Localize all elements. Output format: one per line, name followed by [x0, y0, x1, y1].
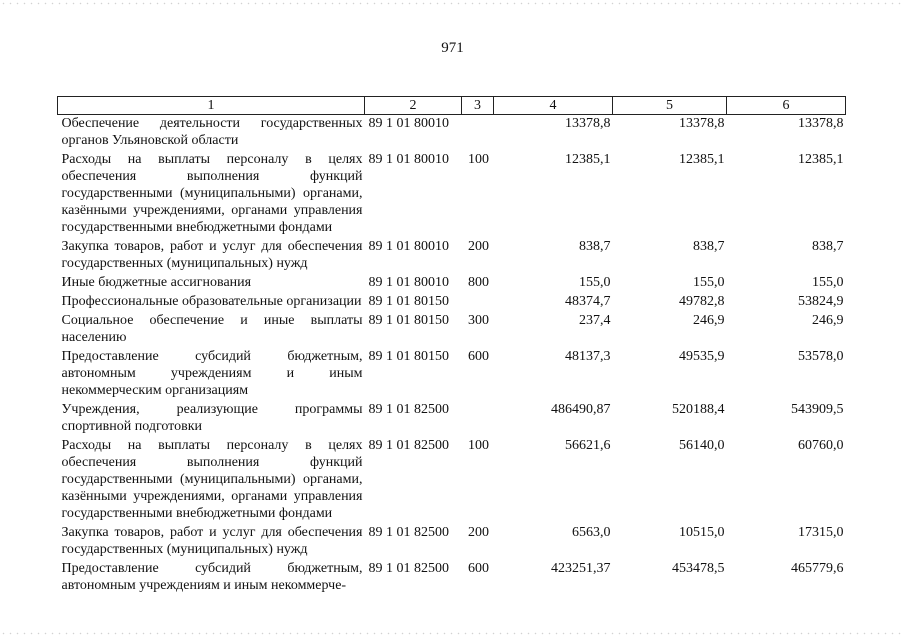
row-value-5: 453478,5 — [672, 561, 725, 576]
row-value-4: 48137,3 — [565, 349, 611, 364]
table-row — [58, 293, 846, 312]
table-row — [58, 274, 846, 293]
row-name: Профессиональные образовательные организации — [61, 294, 362, 309]
row-value-6: 155,0 — [812, 275, 844, 290]
row-value-5: 56140,0 — [679, 438, 725, 453]
row-name: Расходы на выплаты персоналу в целях обеспечения выполнения функций государственными (муниципальными) органами, казёнными учреждениями, органами управления государственными внебюджетными фондами — [61, 152, 363, 235]
table-row — [58, 524, 846, 560]
row-value-6: 12385,1 — [798, 152, 844, 167]
row-type — [462, 401, 494, 437]
row-value-4: 423251,37 — [551, 561, 611, 576]
table-row — [58, 151, 846, 238]
row-type — [462, 293, 494, 312]
row-value-4: 486490,87 — [551, 402, 611, 417]
row-value-6: 13378,8 — [798, 116, 844, 131]
column-header-4: 4 — [494, 97, 613, 115]
row-type: 800 — [468, 275, 489, 290]
row-value-4: 56621,6 — [565, 438, 611, 453]
row-name: Предоставление субсидий бюджетным, автономным учреждениям и иным некоммерческим организациям — [61, 349, 363, 398]
row-code: 89 1 01 82500 — [368, 525, 449, 540]
row-value-5: 49782,8 — [679, 294, 725, 309]
row-value-5: 10515,0 — [679, 525, 725, 540]
row-value-6: 17315,0 — [798, 525, 844, 540]
row-value-4: 48374,7 — [565, 294, 611, 309]
column-header-6: 6 — [727, 97, 846, 115]
column-header-1: 1 — [58, 97, 365, 115]
row-value-5: 155,0 — [693, 275, 725, 290]
row-code: 89 1 01 80010 — [368, 239, 449, 254]
row-type — [462, 115, 494, 152]
row-name: Закупка товаров, работ и услуг для обеспечения государственных (муниципальных) нужд — [61, 525, 363, 557]
page-number: 971 — [441, 40, 464, 56]
row-value-4: 13378,8 — [565, 116, 611, 131]
row-value-5: 13378,8 — [679, 116, 725, 131]
row-name: Закупка товаров, работ и услуг для обеспечения государственных (муниципальных) нужд — [61, 239, 363, 271]
row-value-6: 60760,0 — [798, 438, 844, 453]
row-name: Социальное обеспечение и иные выплаты населению — [61, 313, 363, 345]
row-type: 100 — [468, 438, 489, 453]
row-type: 200 — [468, 239, 489, 254]
row-type: 200 — [468, 525, 489, 540]
row-value-4: 237,4 — [579, 313, 611, 328]
row-code: 89 1 01 80150 — [368, 313, 449, 328]
row-code: 89 1 01 80010 — [368, 152, 449, 167]
table-row — [58, 115, 846, 152]
column-header-2: 2 — [365, 97, 462, 115]
row-value-4: 12385,1 — [565, 152, 611, 167]
row-code: 89 1 01 80150 — [368, 294, 449, 309]
row-value-6: 465779,6 — [791, 561, 844, 576]
row-value-5: 520188,4 — [672, 402, 725, 417]
row-code: 89 1 01 82500 — [368, 561, 449, 576]
table-row — [58, 560, 846, 596]
row-value-5: 838,7 — [693, 239, 725, 254]
row-value-5: 246,9 — [693, 313, 725, 328]
table-row — [58, 437, 846, 524]
row-value-6: 53578,0 — [798, 349, 844, 364]
row-code: 89 1 01 80010 — [368, 275, 449, 290]
column-header-5: 5 — [613, 97, 727, 115]
row-value-6: 246,9 — [812, 313, 844, 328]
row-code: 89 1 01 80150 — [368, 349, 449, 364]
row-type: 600 — [468, 349, 489, 364]
row-code: 89 1 01 80010 — [368, 116, 449, 131]
scan-border-bottom — [0, 632, 905, 635]
row-value-6: 543909,5 — [791, 402, 844, 417]
column-header-3: 3 — [462, 97, 494, 115]
row-code: 89 1 01 82500 — [368, 402, 449, 417]
scan-border-top — [0, 2, 905, 5]
row-type: 100 — [468, 152, 489, 167]
table-row — [58, 312, 846, 348]
row-value-6: 53824,9 — [798, 294, 844, 309]
row-name: Предоставление субсидий бюджетным, автономным учреждениям и иным некоммерче- — [61, 561, 363, 593]
row-value-4: 6563,0 — [572, 525, 611, 540]
table-header-row — [58, 97, 846, 115]
row-value-5: 49535,9 — [679, 349, 725, 364]
row-name: Учреждения, реализующие программы спортивной подготовки — [61, 402, 363, 434]
row-name: Иные бюджетные ассигнования — [61, 275, 252, 290]
table-row — [58, 238, 846, 274]
row-value-5: 12385,1 — [679, 152, 725, 167]
row-type: 600 — [468, 561, 489, 576]
row-value-4: 838,7 — [579, 239, 611, 254]
table-row — [58, 401, 846, 437]
row-value-6: 838,7 — [812, 239, 844, 254]
row-code: 89 1 01 82500 — [368, 438, 449, 453]
row-name: Обеспечение деятельности государственных органов Ульяновской области — [61, 116, 363, 148]
row-value-4: 155,0 — [579, 275, 611, 290]
table-row — [58, 348, 846, 401]
row-name: Расходы на выплаты персоналу в целях обеспечения выполнения функций государственными (муниципальными) органами, казёнными учреждениями, органами управления государственными внебюджетными фондами — [61, 438, 363, 521]
row-type: 300 — [468, 313, 489, 328]
budget-table — [57, 96, 846, 596]
